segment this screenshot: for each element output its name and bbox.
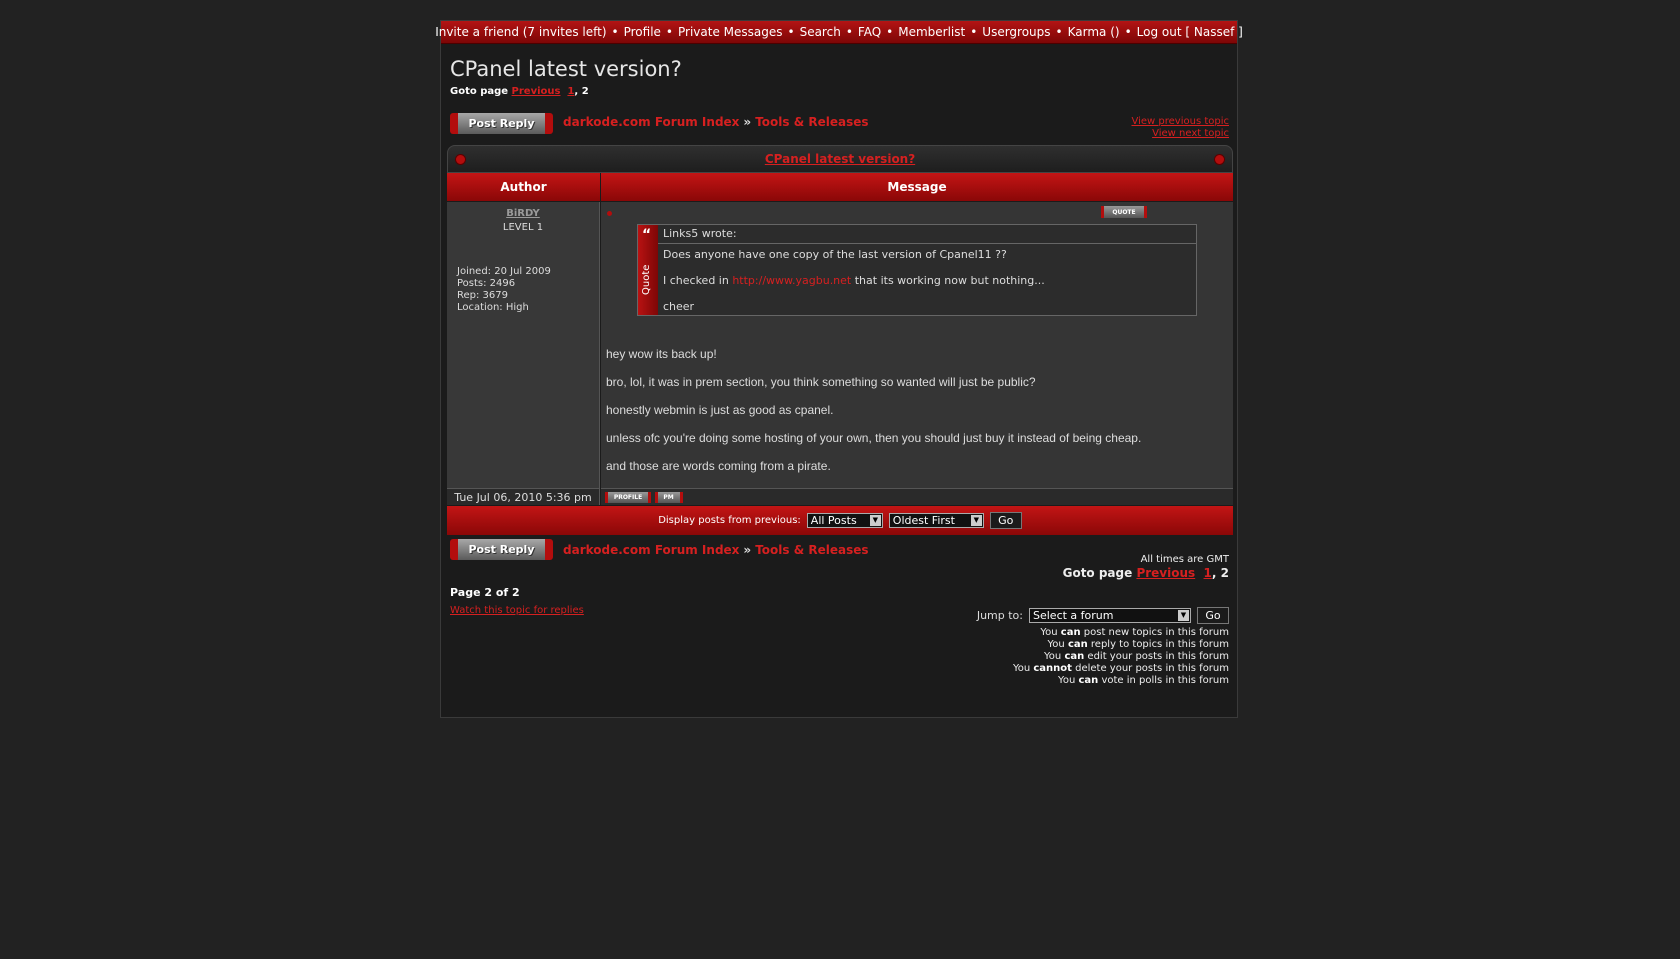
post-bullet-icon (607, 211, 612, 216)
permissions-list (1013, 627, 1229, 687)
goto-page-bottom: Goto page Previous 1, 2 (1062, 566, 1229, 580)
chevron-down-icon: ▼ (1178, 610, 1189, 621)
permission-line: You can vote in polls in this forum (1058, 675, 1229, 686)
nav-search-link[interactable]: Search (799, 25, 841, 39)
author-joined: Joined: 20 Jul 2009 (457, 266, 551, 277)
display-posts-label: Display posts from previous: (658, 515, 801, 526)
jump-to-select[interactable]: Select a forum ▼ (1029, 608, 1191, 623)
post-timestamp: Tue Jul 06, 2010 5:36 pm (447, 488, 600, 505)
forum-container (435, 20, 1243, 718)
post-range-select[interactable]: All Posts ▼ (807, 513, 883, 528)
view-next-topic-link[interactable]: View next topic (1152, 128, 1229, 139)
post-paragraph: hey wow its back up! (606, 347, 717, 361)
timezone-note: All times are GMT (1140, 554, 1229, 565)
author-column-header: Author (447, 173, 600, 201)
quote-line-3: cheer (663, 300, 695, 313)
topic-navigation (1131, 116, 1229, 140)
goto-page-1-link[interactable]: 1 (567, 86, 575, 97)
post-message-panel (601, 202, 1233, 488)
right-bullet-icon (1214, 154, 1225, 165)
breadcrumb-forum-index-link[interactable]: darkode.com Forum Index (563, 543, 740, 557)
message-column-header: Message (601, 173, 1233, 201)
nav-profile-link[interactable]: Profile (623, 25, 661, 39)
jump-go-button[interactable]: Go (1197, 607, 1229, 624)
quote-header: Links5 wrote: (658, 225, 1196, 244)
quote-line-2: I checked in http://www.yagbu.net that its working now but nothing... (663, 274, 1045, 287)
chevron-down-icon: ▼ (870, 515, 881, 526)
post-body (606, 347, 1216, 487)
permission-line: You can edit your posts in this forum (1044, 651, 1229, 662)
page-of-indicator: Page 2 of 2 (450, 586, 520, 599)
topic-table-header (447, 145, 1233, 173)
author-location: Location: High (457, 302, 529, 313)
display-options-bar (447, 506, 1233, 535)
author-rank: LEVEL 1 (502, 222, 544, 233)
post-paragraph: bro, lol, it was in prem section, you think something so wanted will just be public? (606, 375, 1036, 389)
goto-page-1-link[interactable]: 1 (1203, 566, 1212, 580)
goto-page-label: Goto page (1062, 566, 1133, 580)
post-order-select[interactable]: Oldest First ▼ (889, 513, 984, 528)
breadcrumb-bottom: darkode.com Forum Index » Tools & Releases (563, 543, 869, 557)
nav-invite-link[interactable]: Invite a friend (7 invites left) (435, 25, 607, 39)
jump-to-label: Jump to: (976, 609, 1023, 622)
quote-label: Quote (641, 264, 652, 295)
permission-line: You can reply to topics in this forum (1047, 639, 1229, 650)
nav-usergroups-link[interactable]: Usergroups (982, 25, 1051, 39)
post-paragraph: and those are words coming from a pirate. (606, 459, 831, 473)
nav-private-messages-link[interactable]: Private Messages (678, 25, 783, 39)
goto-previous-link[interactable]: Previous (1136, 566, 1196, 580)
author-rep: Rep: 3679 (457, 290, 508, 301)
author-details (457, 266, 599, 314)
permission-line: You cannot delete your posts in this forum (1012, 663, 1229, 674)
display-go-button[interactable]: Go (990, 512, 1022, 529)
pm-button[interactable]: PM (655, 492, 683, 503)
view-previous-topic-link[interactable]: View previous topic (1131, 116, 1229, 127)
chevron-down-icon: ▼ (971, 515, 982, 526)
nav-faq-link[interactable]: FAQ (857, 25, 882, 39)
quote-url-link[interactable]: http://www.yagbu.net (732, 274, 852, 287)
author-posts: Posts: 2496 (457, 278, 516, 289)
nav-memberlist-link[interactable]: Memberlist (898, 25, 966, 39)
nav-logout-link[interactable]: Log out [ Nassef ] (1136, 25, 1243, 39)
quote-mark-icon: “ (642, 227, 652, 243)
quote-body (663, 248, 1045, 326)
watch-topic-link[interactable]: Watch this topic for replies (450, 605, 584, 616)
goto-page-top: Goto page Previous 1, 2 (450, 86, 589, 97)
profile-button[interactable]: PROFILE (605, 492, 651, 503)
topic-title-link[interactable]: CPanel latest version? (764, 152, 916, 166)
post-actions (601, 488, 1233, 505)
page-title: CPanel latest version? (450, 57, 682, 81)
quote-box (637, 224, 1197, 316)
post-paragraph: honestly webmin is just as good as cpanel. (606, 403, 834, 417)
breadcrumb-forum-index-link[interactable]: darkode.com Forum Index (563, 115, 740, 129)
post-reply-button-top[interactable]: Post Reply (450, 113, 553, 134)
goto-page-2-current: 2 (1220, 566, 1229, 580)
goto-page-2-current: 2 (581, 86, 589, 97)
breadcrumb-top: darkode.com Forum Index » Tools & Releases (563, 115, 869, 129)
left-bullet-icon (455, 154, 466, 165)
post-reply-button-bottom[interactable]: Post Reply (450, 539, 553, 560)
quote-button[interactable]: QUOTE (1101, 206, 1147, 218)
permission-line: You can post new topics in this forum (1040, 627, 1229, 638)
post-paragraph: unless ofc you're doing some hosting of your own, then you should just buy it instead of being cheap. (606, 431, 1142, 445)
breadcrumb-tools-releases-link[interactable]: Tools & Releases (755, 543, 869, 557)
goto-page-label: Goto page (450, 86, 509, 97)
breadcrumb-tools-releases-link[interactable]: Tools & Releases (755, 115, 869, 129)
quote-line-1: Does anyone have one copy of the last version of Cpanel11 ?? (663, 248, 1007, 261)
top-navigation: Invite a friend (7 invites left) • Profile • Private Messages • Search • FAQ • Memberlist • Usergroups • Karma () • Log out [ Nassef ] (441, 21, 1237, 44)
nav-karma-link[interactable]: Karma () (1067, 25, 1120, 39)
author-name-link[interactable]: BiRDY (506, 208, 540, 219)
goto-previous-link[interactable]: Previous (511, 86, 561, 97)
jump-to-form (977, 607, 1229, 624)
post-author-panel (447, 202, 600, 488)
quote-sidebar (638, 225, 658, 315)
